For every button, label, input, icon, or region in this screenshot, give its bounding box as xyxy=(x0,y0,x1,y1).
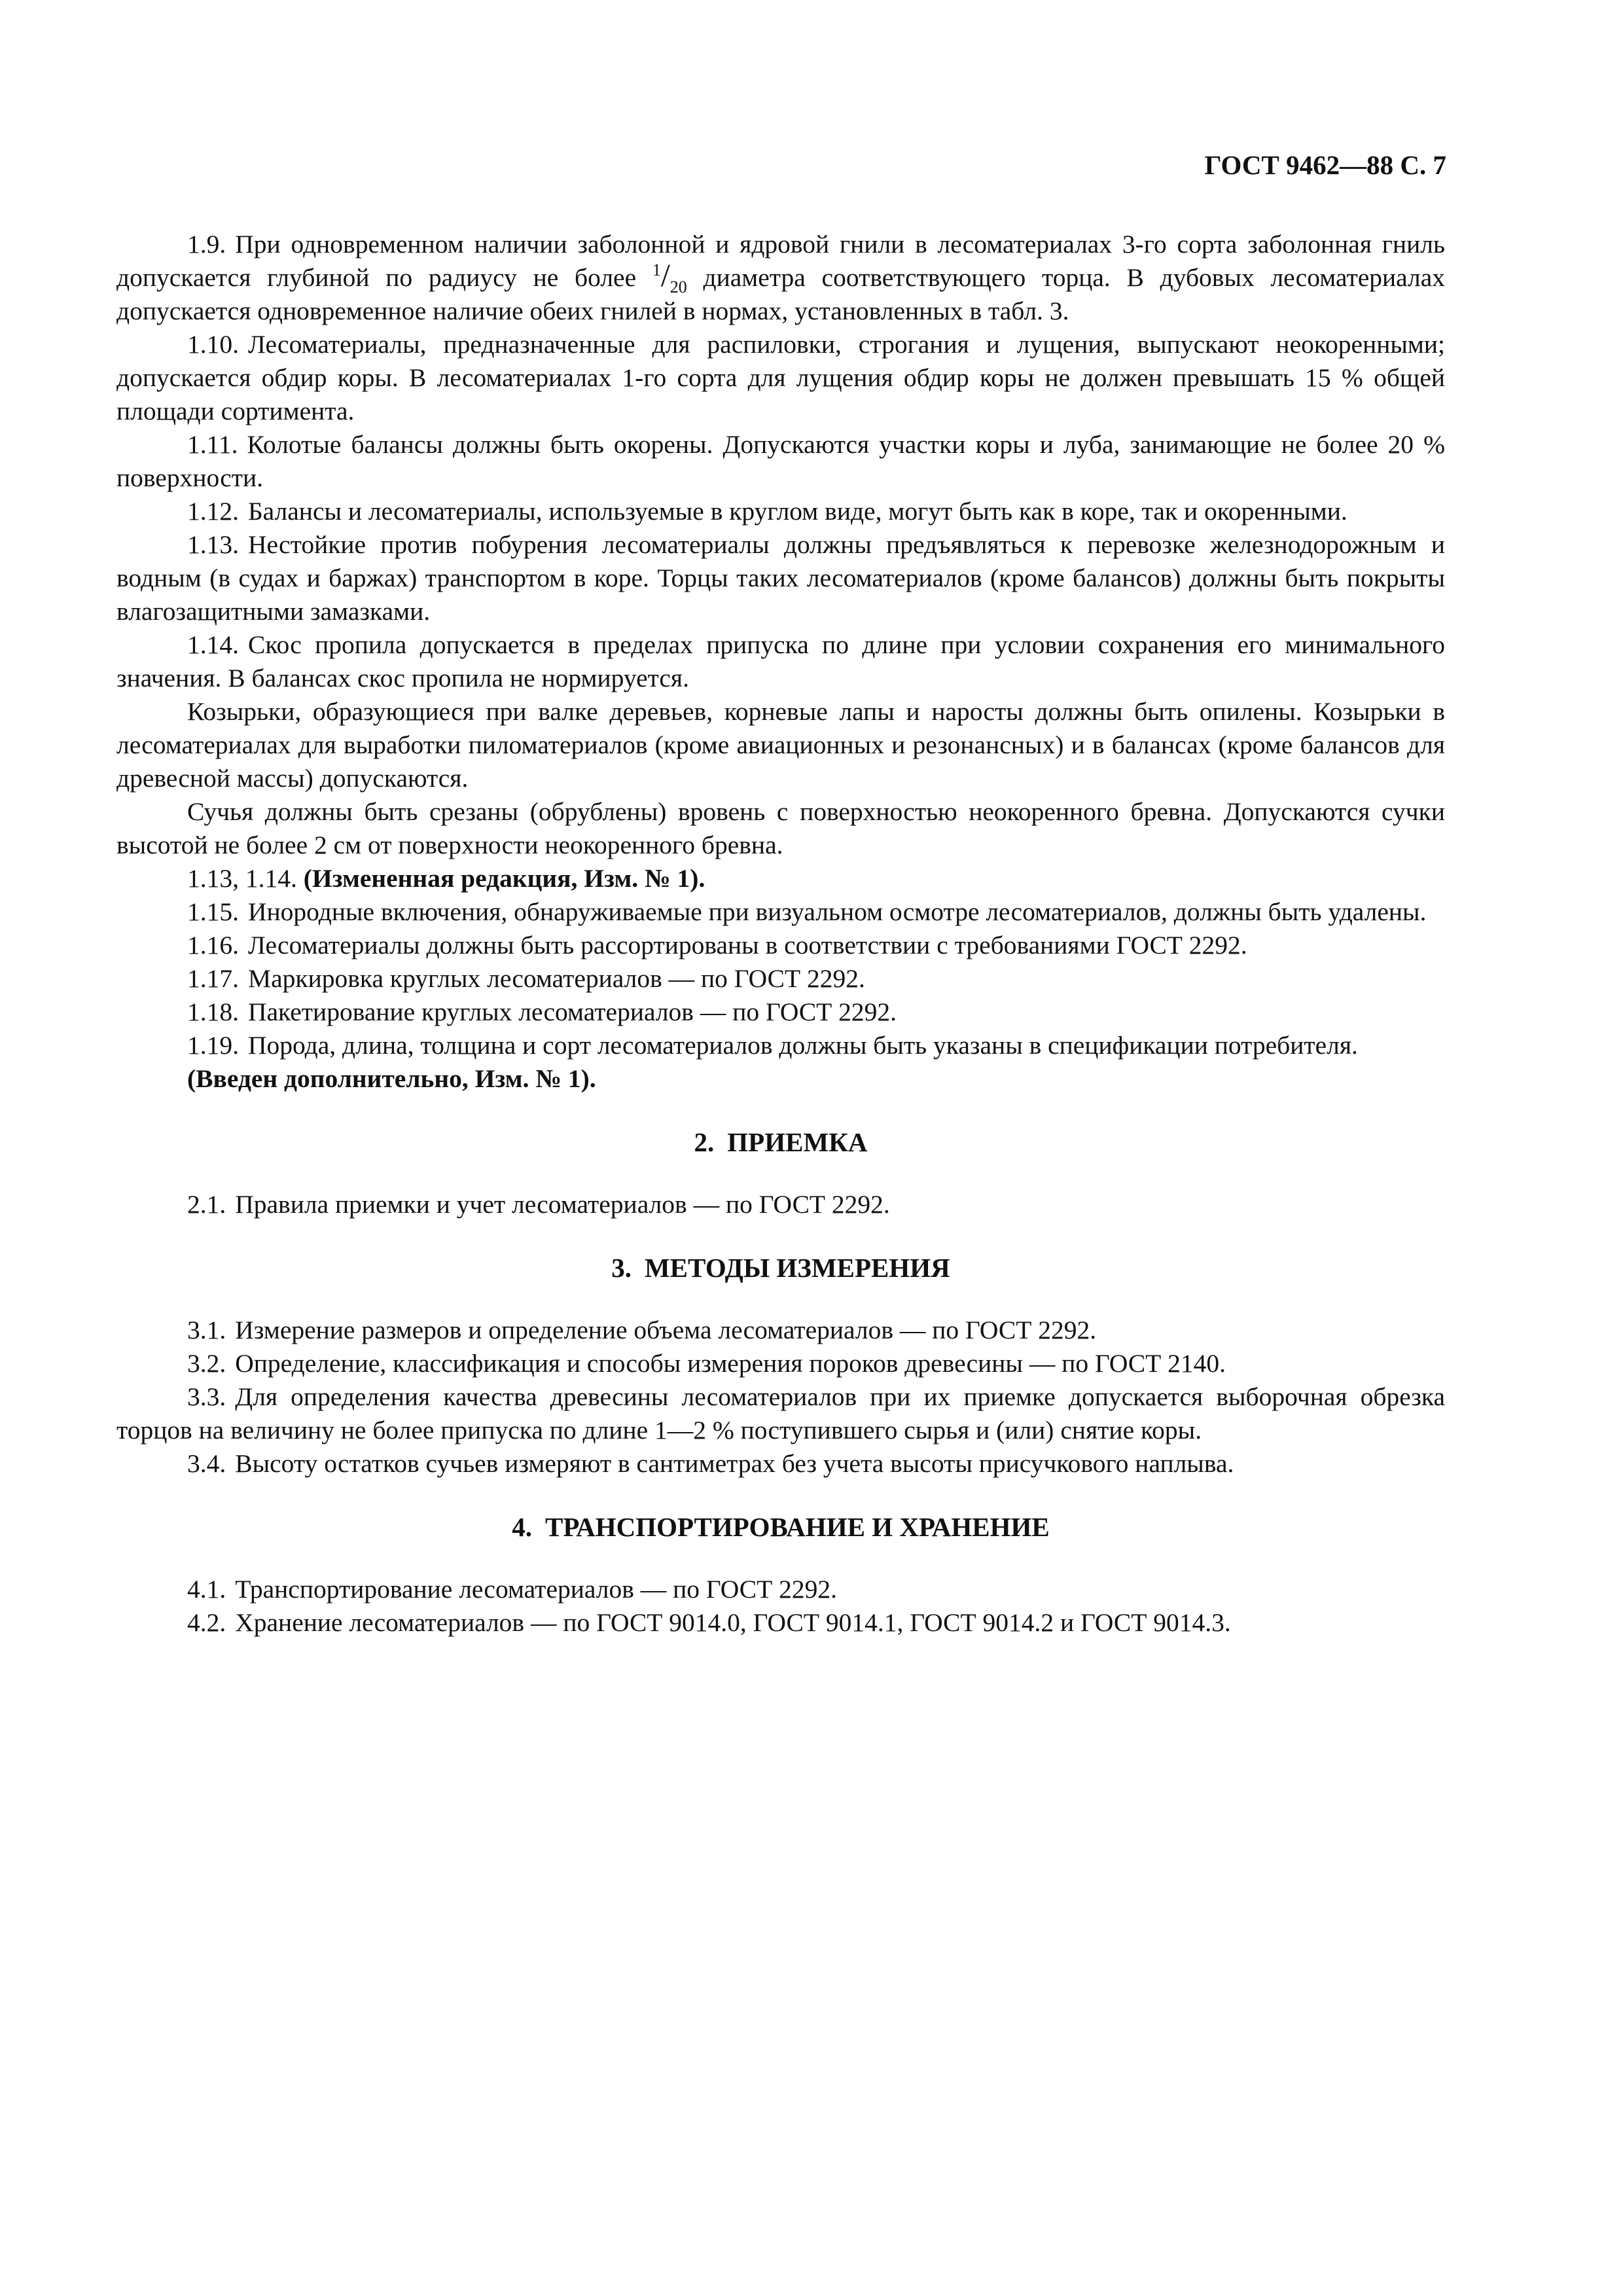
section-number: 4. xyxy=(512,1512,532,1542)
clause-number: 2.1. xyxy=(187,1190,226,1219)
clause-text: Балансы и лесоматериалы, используемые в круглом виде, могут быть как в коре, так и окоренными. xyxy=(248,497,1347,526)
clause-number: 1.19. xyxy=(187,1031,239,1060)
clause-text: Определение, классификация и способы измерения пороков древесины — по ГОСТ 2140. xyxy=(235,1349,1226,1378)
clause-1-11 xyxy=(116,428,1445,495)
clause-number: 1.12. xyxy=(187,497,239,526)
clause-1-10 xyxy=(116,328,1445,428)
paragraph-suchya: Сучья должны быть срезаны (обрублены) вровень с поверхностью неокоренного бревна. Допускаются сучки высотой не более 2 см от поверхности неокоренного бревна. xyxy=(116,797,1445,859)
page-header: ГОСТ 9462—88 С. 7 xyxy=(1204,150,1446,180)
document-body xyxy=(116,228,1445,1640)
amendment-note: (Введен дополнительно, Изм. № 1). xyxy=(187,1064,596,1093)
clause-3-2 xyxy=(116,1347,1445,1380)
fraction-numerator: 1 xyxy=(652,260,661,279)
clause-number: 1.14. xyxy=(187,630,239,659)
amendment-text: (Измененная редакция, Изм. № 1). xyxy=(303,864,705,893)
clause-text: Нестойкие против побурения лесоматериалы должны предъявляться к перевозке железнодорожным и водным (в судах и баржах) транспортом в коре. Торцы таких лесоматериалов (кроме балансов) должны быть покрыты влагозащитными замазками. xyxy=(116,530,1445,626)
clause-1-12 xyxy=(116,495,1445,528)
clause-text: Колотые балансы должны быть окорены. Допускаются участки коры и луба, занимающие не более 20 % поверхности. xyxy=(116,430,1445,492)
clause-text: Хранение лесоматериалов — по ГОСТ 9014.0, ГОСТ 9014.1, ГОСТ 9014.2 и ГОСТ 9014.3. xyxy=(235,1608,1231,1637)
clause-text: Инородные включения, обнаруживаемые при визуальном осмотре лесоматериалов, должны быть удалены. xyxy=(248,897,1427,926)
section-heading-4 xyxy=(116,1510,1445,1544)
clause-text: Лесоматериалы должны быть рассортированы в соответствии с требованиями ГОСТ 2292. xyxy=(248,931,1247,960)
clause-1-14 xyxy=(116,628,1445,695)
fraction-denominator: 20 xyxy=(669,278,687,296)
clause-number: 1.10. xyxy=(187,330,239,359)
clause-text: Лесоматериалы, предназначенные для распиловки, строгания и лущения, выпускают неокоренными; допускается обдир коры. В лесоматериалах 1-го сорта для лущения обдир коры не должен превышать 15 % общей площади сортимента. xyxy=(116,330,1445,425)
clause-1-9 xyxy=(116,228,1445,328)
section-title: ПРИЕМКА xyxy=(727,1127,868,1157)
section-title: ТРАНСПОРТИРОВАНИЕ И ХРАНЕНИЕ xyxy=(544,1512,1050,1542)
clause-number: 1.13. xyxy=(187,530,239,559)
clause-3-3 xyxy=(116,1380,1445,1447)
clause-3-1 xyxy=(116,1314,1445,1347)
clause-1-13 xyxy=(116,528,1445,628)
clause-4-1 xyxy=(116,1573,1445,1606)
section-heading-2 xyxy=(116,1125,1445,1159)
amendment-prefix: 1.13, 1.14. xyxy=(187,864,297,893)
clause-number: 4.1. xyxy=(187,1575,226,1604)
clause-number: 1.16. xyxy=(187,931,239,960)
clause-number: 3.1. xyxy=(187,1316,226,1344)
clause-text: Скос пропила допускается в пределах припуска по длине при условии сохранения его минимального значения. В балансах скос пропила не нормируется. xyxy=(116,630,1445,692)
clause-text: диаметра соответствующего торца. В дубовых лесоматериалах допускается одновременное наличие обеих гнилей в нормах, установленных в табл. 3. xyxy=(116,263,1446,325)
clause-number: 3.4. xyxy=(187,1449,226,1478)
clause-1-17 xyxy=(116,962,1445,996)
clause-text: Порода, длина, толщина и сорт лесоматериалов должны быть указаны в спецификации потребителя. xyxy=(248,1031,1358,1060)
clause-number: 4.2. xyxy=(187,1608,226,1637)
clause-4-2 xyxy=(116,1606,1445,1640)
clause-number: 1.18. xyxy=(187,997,239,1026)
clause-text: Маркировка круглых лесоматериалов — по ГОСТ 2292. xyxy=(248,964,865,993)
clause-1-19 xyxy=(116,1029,1445,1062)
clause-1-16 xyxy=(116,929,1445,962)
clause-number: 1.9. xyxy=(187,230,226,259)
clause-text: При одновременном наличии заболонной и ядровой гнили в лесоматериалах 3-го сорта заболонная гниль допускается глубиной по радиусу не более xyxy=(116,230,1445,292)
section-number: 3. xyxy=(611,1253,632,1283)
clause-number: 3.3. xyxy=(187,1382,226,1411)
amendment-note xyxy=(116,862,1445,895)
clause-1-15 xyxy=(116,895,1445,929)
clause-2-1 xyxy=(116,1188,1445,1221)
clause-number: 3.2. xyxy=(187,1349,226,1378)
clause-number: 1.17. xyxy=(187,964,239,993)
clause-text: Пакетирование круглых лесоматериалов — по ГОСТ 2292. xyxy=(248,997,897,1026)
clause-text: Измерение размеров и определение объема лесоматериалов — по ГОСТ 2292. xyxy=(235,1316,1097,1344)
clause-1-18 xyxy=(116,996,1445,1029)
section-title: МЕТОДЫ ИЗМЕРЕНИЯ xyxy=(644,1253,950,1283)
clause-text: Высоту остатков сучьев измеряют в сантиметрах без учета высоты присучкового наплыва. xyxy=(235,1449,1234,1478)
paragraph-kozyrki: Козырьки, образующиеся при валке деревьев, корневые лапы и наросты должны быть опилены. Козырьки в лесоматериалах для выработки пиломатериалов (кроме авиационных и резонансных) и в балансах (кроме балансов для древесной массы) допускаются. xyxy=(116,697,1445,793)
clause-number: 1.15. xyxy=(187,897,239,926)
clause-3-4 xyxy=(116,1447,1445,1480)
fraction: $^1/_{20}$ xyxy=(652,257,687,296)
clause-text: Правила приемки и учет лесоматериалов — по ГОСТ 2292. xyxy=(235,1190,890,1219)
clause-text: Транспортирование лесоматериалов — по ГОСТ 2292. xyxy=(235,1575,837,1604)
clause-number: 1.11. xyxy=(187,430,238,459)
section-heading-3 xyxy=(116,1251,1445,1285)
clause-text: Для определения качества древесины лесоматериалов при их приемке допускается выборочная обрезка торцов на величину не более припуска по длине 1—2 % поступившего сырья и (или) снятие коры. xyxy=(116,1382,1445,1444)
section-number: 2. xyxy=(694,1127,715,1157)
